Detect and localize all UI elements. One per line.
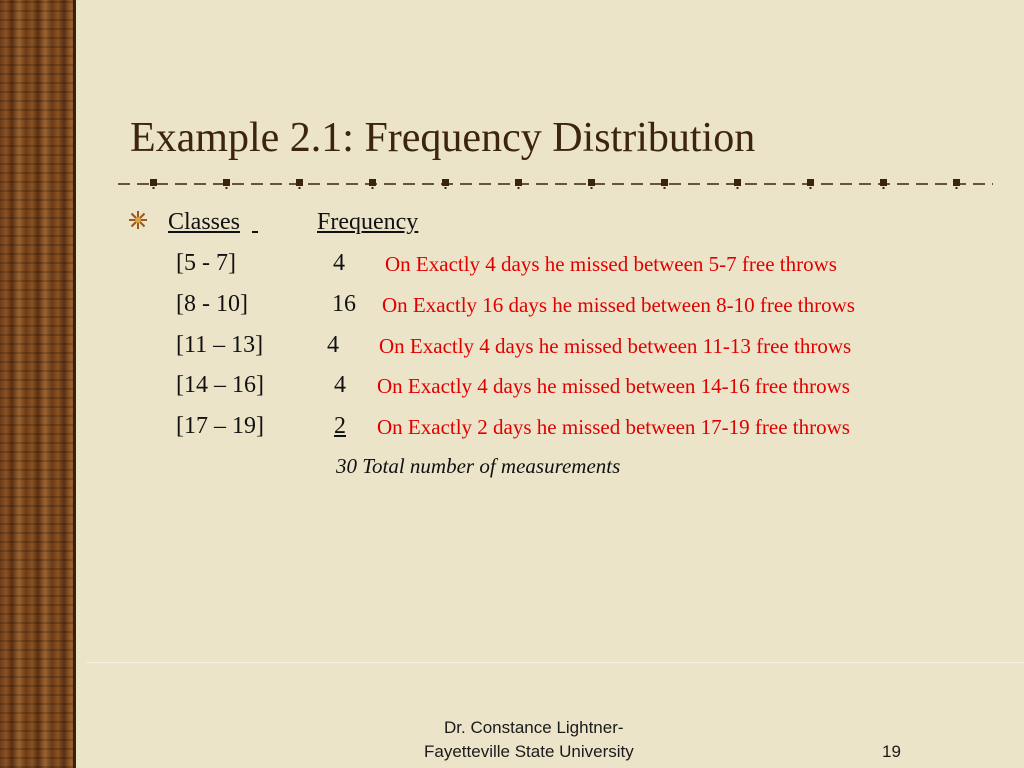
note-2: On Exactly 16 days he missed between 8-10 free throws — [382, 293, 855, 317]
class-range-4: [14 – 16] — [176, 372, 264, 398]
frequency-2: 16 — [332, 291, 356, 317]
frequency-5: 2 — [334, 413, 346, 439]
frequency-4: 4 — [334, 372, 346, 398]
class-range-2: [8 - 10] — [176, 291, 248, 317]
sunburst-bullet-icon — [128, 210, 148, 230]
footer-rule — [86, 662, 1024, 663]
class-range-3: [11 – 13] — [176, 332, 264, 358]
frequency-1: 4 — [333, 250, 345, 276]
wood-sidebar — [0, 0, 76, 768]
note-4: On Exactly 4 days he missed between 14-16 free throws — [377, 374, 850, 398]
note-5: On Exactly 2 days he missed between 17-19 free throws — [377, 415, 850, 439]
slide-title: Example 2.1: Frequency Distribution — [130, 115, 756, 161]
total-measurements: 30 Total number of measurements — [336, 454, 621, 478]
note-1: On Exactly 4 days he missed between 5-7 free throws — [385, 252, 837, 276]
note-3: On Exactly 4 days he missed between 11-13 free throws — [379, 334, 852, 358]
header-gap — [252, 208, 317, 236]
page-number: 19 — [882, 742, 901, 761]
footer-university: Fayetteville State University — [424, 742, 634, 761]
title-divider — [118, 176, 993, 192]
class-range-5: [17 – 19] — [176, 413, 264, 439]
footer-author: Dr. Constance Lightner- — [444, 718, 624, 737]
class-range-1: [5 - 7] — [176, 250, 236, 276]
header-frequency: Frequency — [317, 209, 419, 235]
header-classes: Classes — [168, 209, 240, 235]
frequency-3: 4 — [327, 332, 339, 358]
